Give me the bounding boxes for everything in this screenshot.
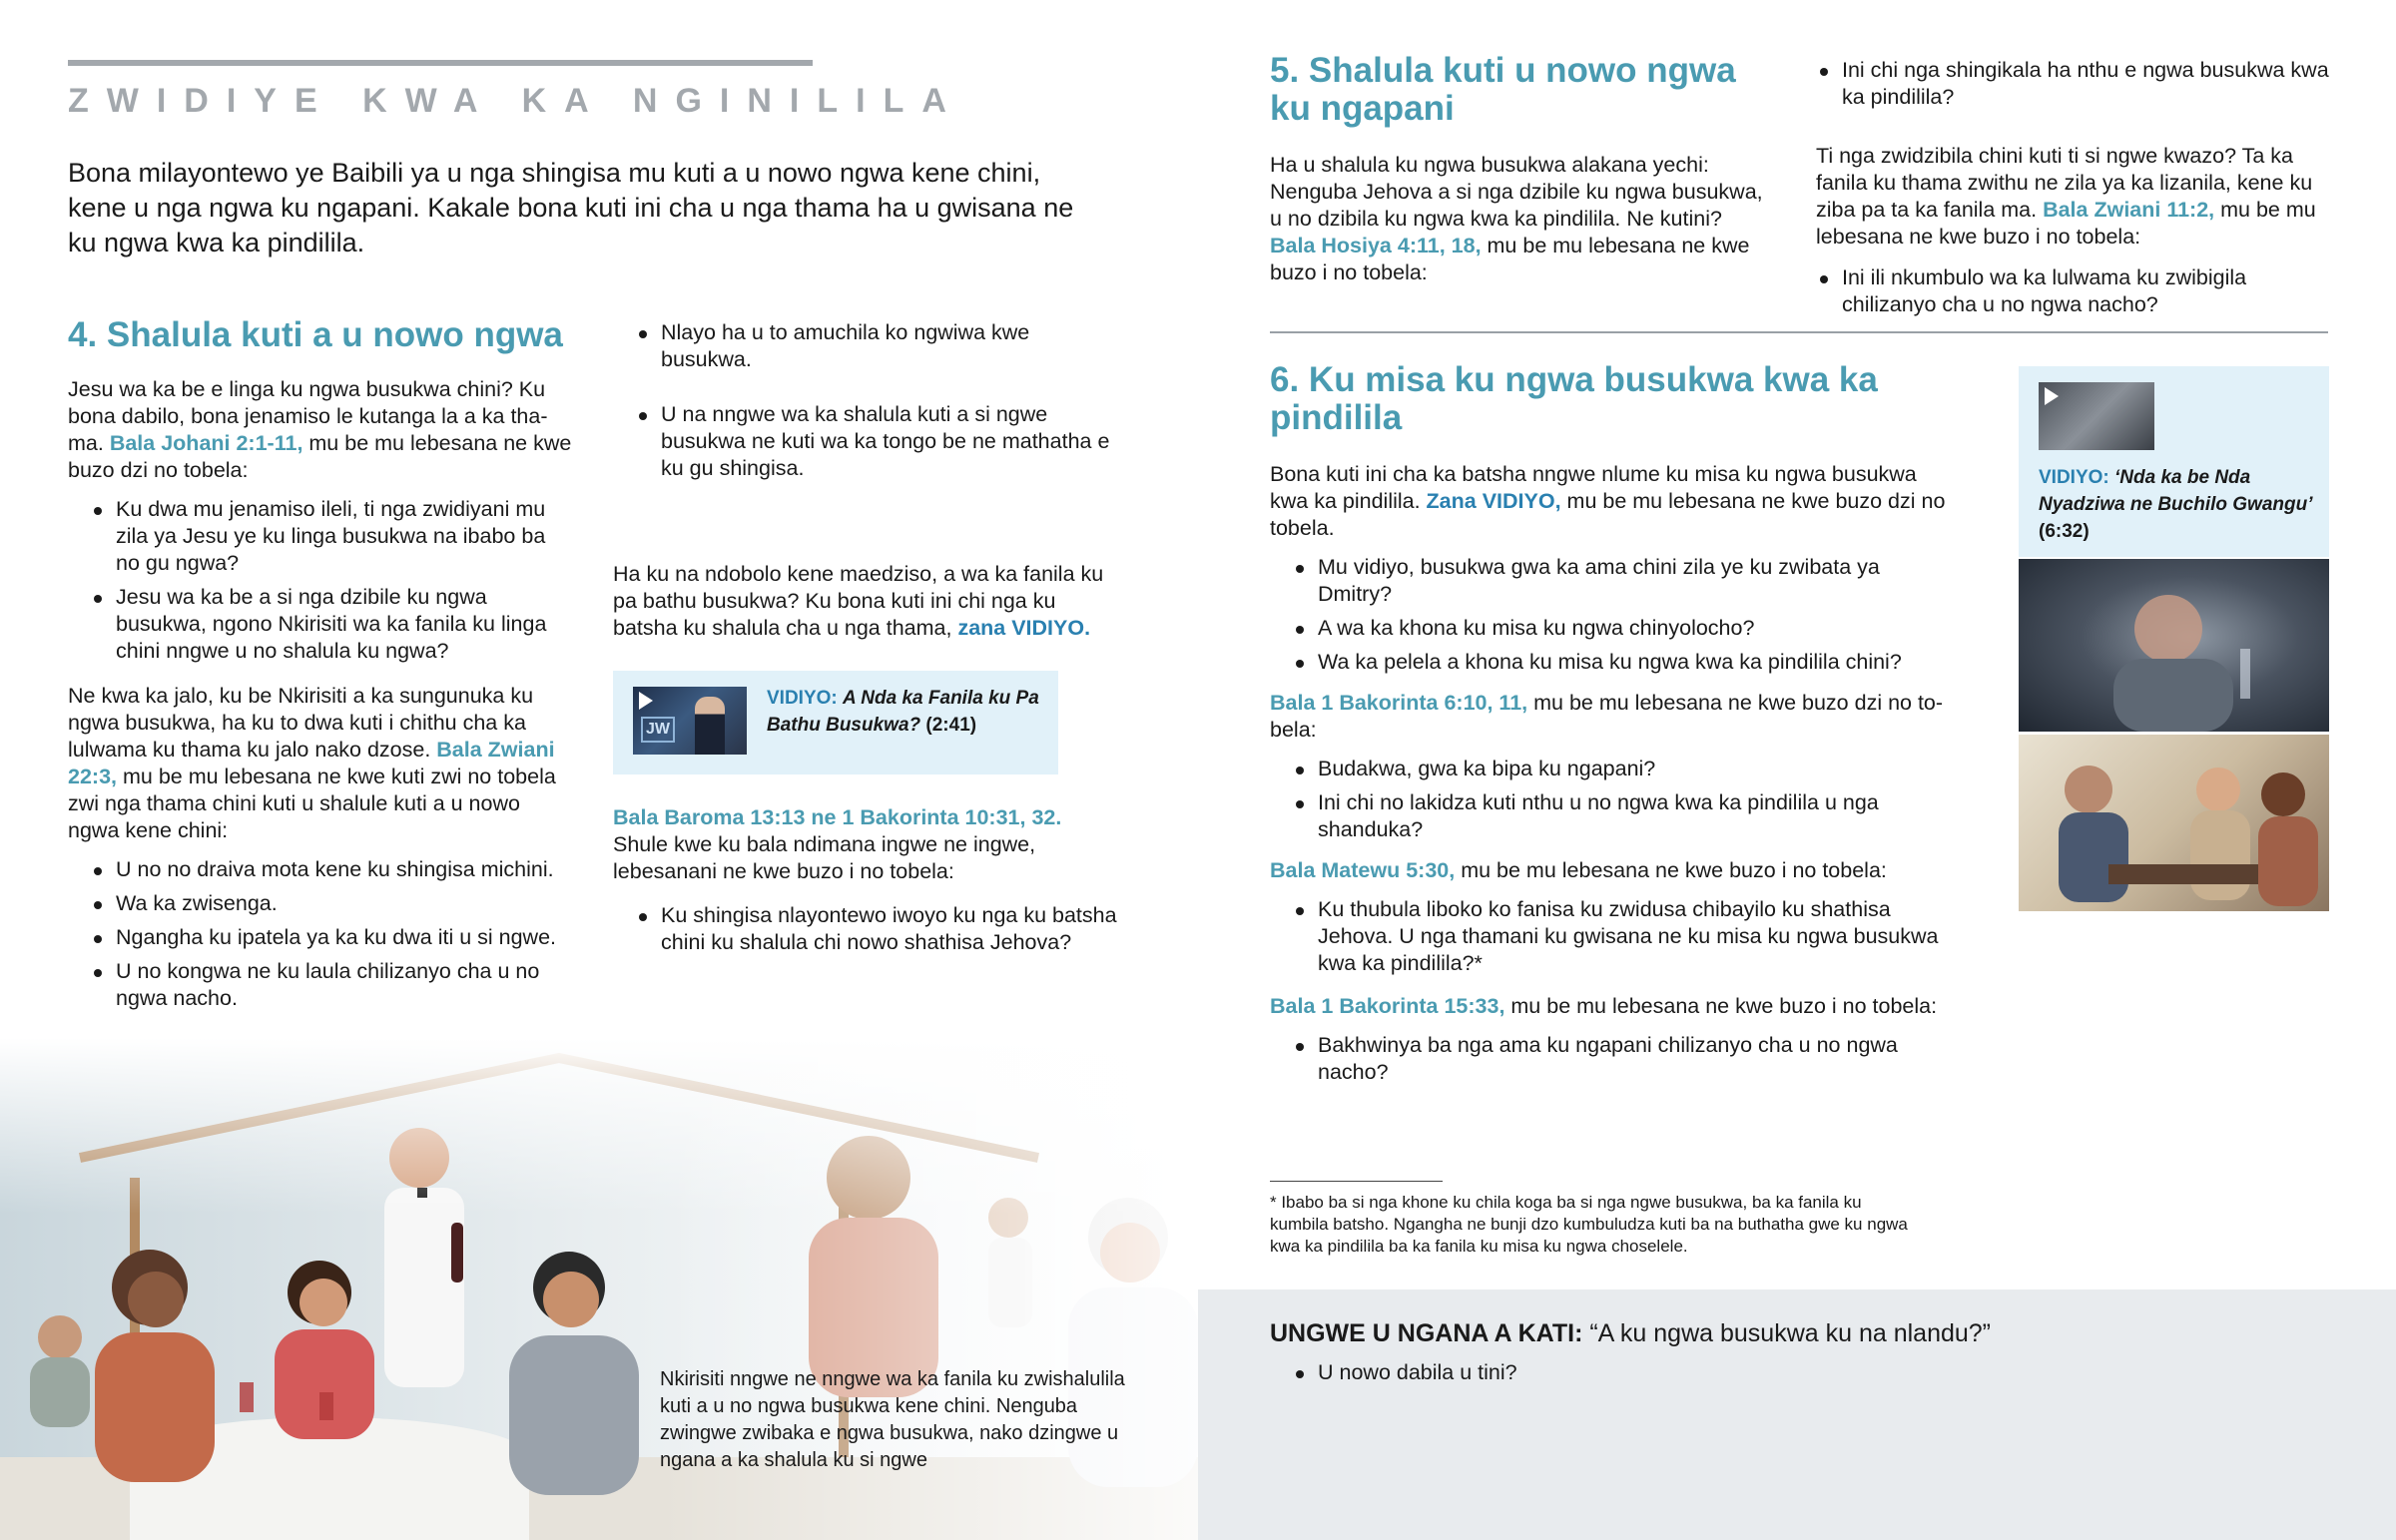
section-4-questions-2 [68, 856, 572, 1012]
section-4-heading: 4. Shalula kuti a u nowo ngwa [68, 315, 563, 354]
scripture-link[interactable]: Bala Hosiya 4:11, 18, [1270, 234, 1482, 257]
list-item: Ini chi no lakidza kuti nthu u no ngwa kwa ka pindilila u nga shanduka? [1292, 789, 1949, 843]
footnote: * Ibabo ba si nga khone ku chila koga ba si nga ngwe busukwa, ba ka fanila ku kumbila batsho. Ngangha ne bunji dzo kumbuludza kuti ba na buthatha gwe ku ngwa kwa ka pindilila ba ka fanila ku misa ku ngwa choselele. [1270, 1193, 1908, 1256]
section-4-paragraph-3: Ha ku na ndobolo kene maedziso, a wa ka fanila ku pa bathu busukwa? Ku bona kuti ini chi nga ku batsha ku shalula cha u nga thama, zana VIDIYO. [613, 562, 1104, 640]
man-drinking-photo [2019, 559, 2329, 732]
list-item: Mu vidiyo, busukwa gwa ka ama chini zila ye ku zwibata ya Dmitry? [1292, 554, 1949, 608]
section-4-column-2 [613, 319, 1122, 489]
list-item: Jesu wa ka be a si nga dzibile ku ngwa busukwa, ngono Nkirisiti wa ka fanila ku linga chini nngwe u no shalula ku ngwa? [90, 584, 572, 665]
scripture-link[interactable]: Bala 1 Bakorinta 6:10, 11, [1270, 691, 1528, 715]
scripture-link[interactable]: Bala Johani 2:1-11, [109, 431, 303, 455]
list-item: Wa ka zwisenga. [90, 890, 572, 917]
section-5-column-2 [1816, 57, 2335, 325]
presenter-figure-icon [695, 697, 725, 755]
video-link[interactable]: zana VIDIYO. [957, 616, 1091, 640]
video-card-1-text: VIDIYO: A Nda ka Fanila ku Pa Bathu Busukwa? (2:41) [767, 688, 1039, 736]
intro-paragraph: Bona milayontewo ye Baibili ya u nga shingisa mu kuti a u nowo ngwa kene chini, kene u nga ngwa ku ngapani. Kakale bona kuti ini cha u nga thama ha u gwisana ne ku ngwa kwa ka pindilila. [68, 158, 1074, 257]
section-5-paragraph-1: Ha u shalula ku ngwa busukwa alakana yechi: Nenguba Jehova a si nga dzibile ku ngwa busukwa, u no dzibila ku ngwa kwa ka pindilila. Ne kutini? Bala Hosiya 4:11, 18, mu be mu lebesana ne kwe buzo i no tobela: [1270, 153, 1763, 284]
video-thumbnail[interactable] [633, 687, 747, 755]
list-item: A wa ka khona ku misa ku ngwa chinyolocho? [1292, 615, 1949, 642]
list-item: Ku thubula liboko ko fanisa ku zwidusa chibayilo ku shathisa Jehova. U nga thamani ku gwisana ne ku misa ku ngwa busukwa kwa ka pindilila?* [1292, 896, 1949, 977]
scripture-link[interactable]: Bala Baroma 13:13 ne 1 Bakorinta 10:31, 32. [613, 805, 1062, 829]
section-6-paragraph-4: Bala 1 Bakorinta 15:33, mu be mu lebesana ne kwe buzo i no tobela: [1270, 994, 1938, 1018]
jw-logo-icon: JW [641, 717, 675, 743]
man-drinking-image [2019, 559, 2329, 732]
scripture-link[interactable]: Bala Matewu 5:30, [1270, 858, 1456, 882]
video-card-1[interactable] [613, 671, 1058, 774]
section-6-main [1270, 361, 1969, 1093]
section-5-questions-2 [1816, 264, 2335, 318]
section-6-questions-4 [1270, 1032, 1949, 1086]
section-4-questions-4 [635, 902, 1122, 963]
illustration-caption: Nkirisiti nngwe ne nngwe wa ka fanila ku zwishalulila kuti a u no ngwa busukwa kene chini. Nenguba zwingwe zwibaka e ngwa busukwa, nako dzingwe u ngana a ka shalula ku si ngwe [660, 1368, 1125, 1471]
section-4-questions-3 [613, 319, 1122, 482]
section-5-questions-1 [1816, 57, 2335, 111]
section-divider [1270, 331, 2328, 333]
family-study-photo [2019, 735, 2329, 911]
question-line [1270, 1317, 2368, 1349]
section-banner: ZWIDIYE KWA KA NGINILILA [68, 82, 964, 120]
list-item: U no kongwa ne ku laula chilizanyo cha u no ngwa nacho. [90, 958, 572, 1012]
section-6-questions-2 [1270, 756, 1949, 843]
list-item: Wa ka pelela a khona ku misa ku ngwa kwa ka pindilila chini? [1292, 649, 1949, 676]
section-4-paragraph-2: Ne kwa ka jalo, ku be Nkirisiti a ka sungunuka ku ngwa busukwa, ha ku to dwa kuti i chithu cha ka lulwama ku thama ku jalo nako dzose. Bala Zwiani 22:3, mu be mu lebesana ne kwe kuti zwi no tobela zwi nga thama chini kuti u shalule kuti a u nowo ngwa kene chini: [68, 684, 556, 842]
list-item: Bakhwinya ba nga ama ku ngapani chilizanyo cha u no ngwa nacho? [1292, 1032, 1949, 1086]
video-thumbnail[interactable] [2039, 382, 2154, 450]
list-item: Ini ili nkumbulo wa ka lulwama ku zwibigila chilizanyo cha u no ngwa nacho? [1816, 264, 2335, 318]
video-card-2[interactable] [2019, 366, 2329, 557]
question-label: UNGWE U NGANA A KATI: [1270, 1319, 1583, 1347]
section-5-heading: 5. Shalula kuti u nowo ngwa ku ngapani [1270, 51, 1736, 128]
section-4-paragraph-4: Bala Baroma 13:13 ne 1 Bakorinta 10:31, 32. Shule kwe ku bala ndimana ingwe ne ingwe, lebesanani ne kwe buzo i no tobela: [613, 805, 1062, 883]
list-item: Ini chi nga shingikala ha nthu e ngwa busukwa kwa ka pindilila? [1816, 57, 2335, 111]
scripture-link[interactable]: Bala Zwiani 22:3, [68, 738, 555, 788]
scripture-link[interactable]: Bala 1 Bakorinta 15:33, [1270, 994, 1505, 1018]
list-item: U no no draiva mota kene ku shingisa michini. [90, 856, 572, 883]
section-6-questions-1 [1270, 554, 1949, 676]
list-item: Budakwa, gwa ka bipa ku ngapani? [1292, 756, 1949, 782]
question-text: “A ku ngwa busukwa ku na nlandu?” [1589, 1319, 1992, 1347]
play-icon [2045, 387, 2059, 405]
top-rule [68, 60, 813, 66]
scripture-link[interactable]: Bala Zwiani 11:2, [2043, 198, 2215, 222]
section-6-paragraph-2: Bala 1 Bakorinta 6:10, 11, mu be mu lebesana ne kwe buzo dzi no tobela: [1270, 691, 1944, 742]
list-item: Ku shingisa nlayontewo iwoyo ku nga ku batsha chini ku shalula chi nowo shathisa Jehova? [635, 902, 1122, 956]
list-item: Nlayo ha u to amuchila ko ngwiwa kwe busukwa. [635, 319, 1122, 373]
section-4-paragraph-1: Jesu wa ka be e linga ku ngwa busukwa chini? Ku bona dabilo, bona jenamiso le kutanga la a ka thama. Bala Johani 2:1-11, mu be mu lebesana ne kwe buzo dzi no tobela: [68, 377, 572, 482]
video-card-2-text: VIDIYO: ‘Nda ka be Nda Nyadziwa ne Buchilo Gwangu’ (6:32) [2039, 467, 2313, 542]
list-item: U na nngwe wa ka shalula kuti a si ngwe busukwa ne kuti wa ka tongo be ne mathatha e ku gu shingisa. [635, 401, 1122, 482]
play-icon [639, 692, 653, 710]
section-6-paragraph-1: Bona kuti ini cha ka batsha nngwe nlume ku misa ku ngwa busukwa kwa ka pindilila. Zana VIDIYO, mu be mu lebesana ne kwe buzo dzi no tobela. [1270, 462, 1946, 540]
section-4-questions-1 [68, 496, 572, 665]
section-6-questions-3 [1270, 896, 1949, 977]
video-link[interactable]: Zana VIDIYO, [1426, 489, 1561, 513]
section-6-paragraph-3: Bala Matewu 5:30, mu be mu lebesana ne kwe buzo i no tobela: [1270, 858, 1887, 882]
section-5-column-1 [1270, 52, 1764, 286]
question-panel [1198, 1289, 2396, 1540]
question-bullets [1292, 1359, 2190, 1393]
section-5-paragraph-2: Ti nga zwidzibila chini kuti ti si ngwe kwazo? Ta ka fanila ku thama zwithu ne zila ya ka lizanila, kene ku ziba pa ta ka fanila ma. Bala Zwiani 11:2, mu be mu lebesana ne kwe buzo i no tobela: [1816, 144, 2316, 249]
section-4-column-1 [68, 316, 572, 1019]
restaurant-illustration [0, 1038, 1198, 1540]
section-6-heading: 6. Ku misa ku ngwa busukwa kwa ka pindilila [1270, 360, 1878, 437]
list-item: Ku dwa mu jenamiso ileli, ti nga zwidiyani mu zila ya Jesu ye ku linga busukwa na ibabo ba no gu ngwa? [90, 496, 572, 577]
footnote-rule [1270, 1181, 1443, 1182]
list-item: U nowo dabila u tini? [1292, 1359, 2190, 1386]
family-study-image [2019, 735, 2329, 911]
list-item: Ngangha ku ipatela ya ka ku dwa iti u si ngwe. [90, 924, 572, 951]
